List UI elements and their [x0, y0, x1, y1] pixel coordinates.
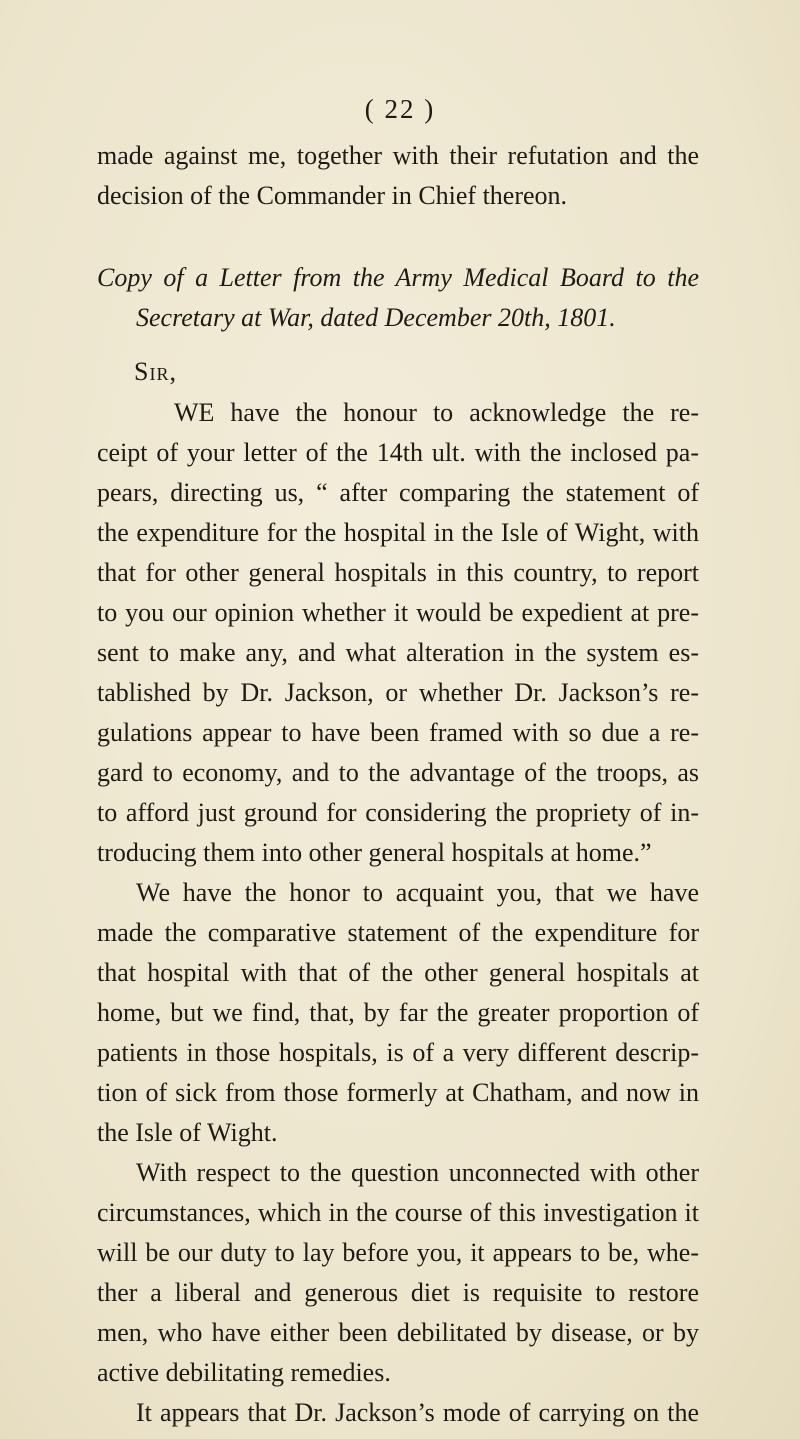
text-line-l22: patients in those hospitals, is of a very different descrip- [97, 1038, 699, 1067]
text-line-l13: tablished by Dr. Jackson, or whether Dr. Jackson’s re- [97, 678, 699, 707]
text-line-l4: Secretary at War, dated December 20th, 1801. [136, 303, 616, 332]
text-line-l12: sent to make any, and what alteration in the system es- [97, 638, 699, 667]
text-line-l16: to afford just ground for considering the propriety of in- [97, 798, 699, 827]
text-line-l19: made the comparative statement of the expenditure for [97, 918, 699, 947]
text-line-l5: Sir, [134, 357, 177, 386]
text-line-l17: troducing them into other general hospitals at home.” [97, 838, 652, 867]
page-number: ( 22 ) [364, 94, 436, 124]
text-line-l23: tion of sick from those formerly at Chatham, and now in [97, 1078, 699, 1107]
text-line-l8: pears, directing us, “ after comparing the statement of [97, 478, 699, 507]
text-line-l6: WE have the honour to acknowledge the re- [174, 398, 699, 427]
text-line-l25: With respect to the question unconnected with other [136, 1158, 699, 1187]
text-line-l14: gulations appear to have been framed with so due a re- [97, 718, 699, 747]
text-line-l31: It appears that Dr. Jackson’s mode of carrying on the [136, 1398, 699, 1427]
text-line-l7: ceipt of your letter of the 14th ult. with the inclosed pa- [97, 438, 699, 467]
text-line-l20: that hospital with that of the other general hospitals at [97, 958, 699, 987]
text-line-l15: gard to economy, and to the advantage of the troops, as [97, 758, 699, 787]
text-line-l28: ther a liberal and generous diet is requisite to restore [97, 1278, 699, 1307]
text-line-l1: made against me, together with their refutation and the [97, 141, 699, 170]
text-line-l21: home, but we find, that, by far the greater proportion of [97, 998, 699, 1027]
text-line-l27: will be our duty to lay before you, it appears to be, whe- [97, 1238, 699, 1267]
text-line-l10: that for other general hospitals in this country, to report [97, 558, 699, 587]
text-line-l18: We have the honor to acquaint you, that we have [136, 878, 699, 907]
text-line-l30: active debilitating remedies. [97, 1358, 391, 1387]
text-line-l11: to you our opinion whether it would be expedient at pre- [97, 598, 699, 627]
text-line-l2: decision of the Commander in Chief thereon. [97, 181, 568, 210]
text-line-l3: Copy of a Letter from the Army Medical Board to the [97, 263, 699, 292]
text-line-l9: the expenditure for the hospital in the Isle of Wight, with [97, 518, 699, 547]
text-line-l26: circumstances, which in the course of this investigation it [97, 1198, 699, 1227]
text-line-l24: the Isle of Wight. [97, 1118, 278, 1147]
text-line-l29: men, who have either been debilitated by disease, or by [97, 1318, 699, 1347]
